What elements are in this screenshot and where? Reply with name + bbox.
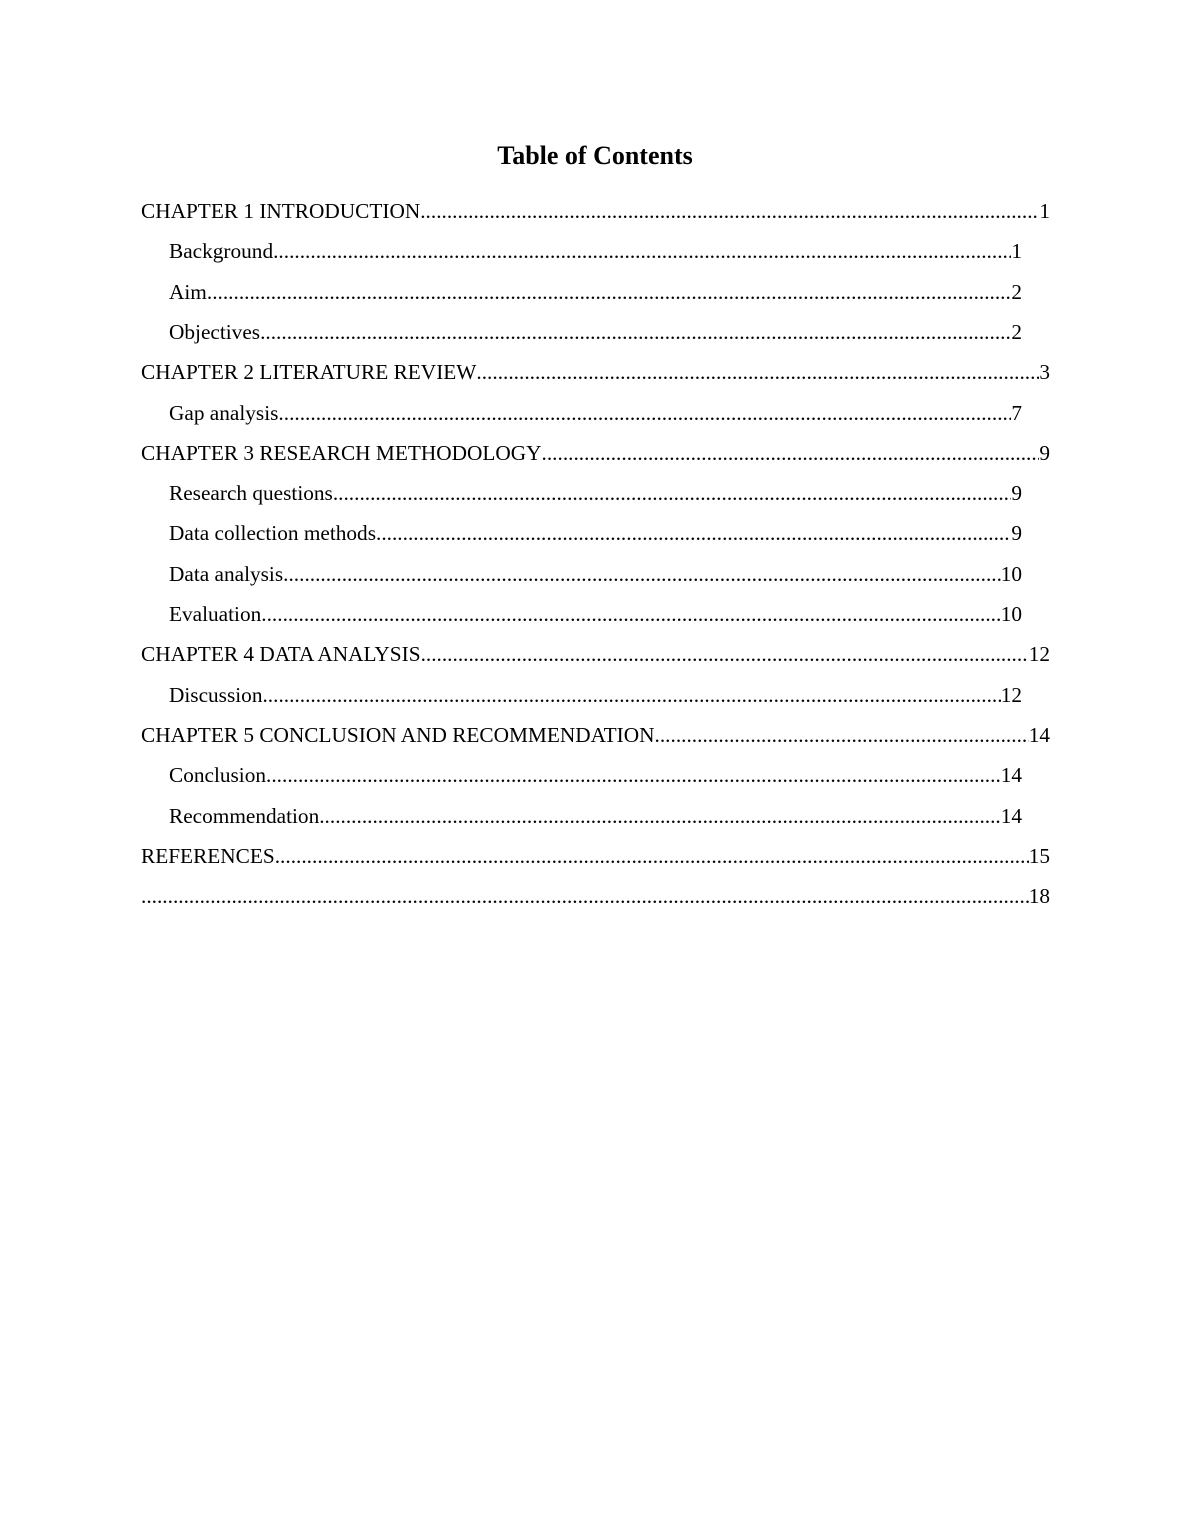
toc-dot-leader — [273, 236, 1011, 266]
toc-entry-gap-analysis[interactable] — [169, 398, 1022, 428]
toc-entry-label: Data analysis — [169, 561, 284, 586]
toc-dot-leader — [283, 559, 1001, 589]
toc-dot-leader — [266, 760, 1001, 790]
toc-dot-leader — [476, 357, 1039, 387]
toc-dot-leader — [260, 317, 1011, 347]
toc-entry-page-number: 9 — [1011, 481, 1022, 506]
toc-entry-discussion[interactable] — [169, 680, 1022, 710]
toc-entry-page-number: 2 — [1011, 279, 1022, 304]
toc-entry-page-number: 9 — [1011, 521, 1022, 546]
toc-entry-background[interactable] — [169, 236, 1022, 266]
toc-entry-page-number: 1 — [1039, 199, 1050, 223]
toc-entry-label: Research questions — [169, 481, 333, 506]
toc-dot-leader — [333, 478, 1012, 508]
toc-entry-page-number: 14 — [1028, 722, 1050, 747]
toc-entry-evaluation[interactable] — [169, 599, 1022, 629]
toc-entry-page-number: 18 — [1028, 884, 1050, 909]
toc-title: Table of Contents — [497, 141, 693, 170]
toc-entry-label: Evaluation — [169, 602, 262, 626]
toc-entry-label: Recommendation — [169, 803, 320, 828]
toc-entry-label: CHAPTER 2 LITERATURE REVIEW — [141, 360, 477, 385]
toc-entry-aim[interactable] — [169, 277, 1022, 307]
toc-entry-page-number: 14 — [1000, 763, 1022, 788]
toc-entry-label: REFERENCES — [141, 843, 275, 868]
toc-entry-label: Objectives — [169, 319, 261, 344]
toc-dot-leader — [207, 277, 1011, 307]
toc-dot-leader — [319, 801, 1000, 831]
toc-entry-page-number: 15 — [1028, 843, 1050, 868]
toc-dot-leader — [542, 438, 1040, 468]
toc-entry-label: Aim — [169, 279, 207, 304]
toc-entry-label: Background — [169, 239, 274, 264]
toc-entry-page-number: 14 — [1000, 803, 1022, 828]
toc-entry-label: CHAPTER 4 DATA ANALYSIS — [141, 642, 421, 667]
toc-entry-recommendation[interactable] — [169, 801, 1022, 831]
toc-dot-leader — [275, 841, 1029, 871]
toc-entry-label: Conclusion — [169, 763, 267, 788]
toc-entry-page-number: 9 — [1039, 440, 1050, 465]
toc-entry-page-number: 10 — [1000, 561, 1022, 586]
toc-entry-label: CHAPTER 1 INTRODUCTION — [141, 199, 421, 223]
toc-entry-conclusion[interactable] — [169, 760, 1022, 790]
toc-entry-research-questions[interactable] — [169, 478, 1022, 508]
toc-entry-data-analysis[interactable] — [169, 559, 1022, 589]
toc-entry-page-number: 12 — [1028, 642, 1050, 667]
toc-entry-references[interactable] — [141, 841, 1050, 871]
toc-entry-untitled[interactable] — [141, 881, 1050, 911]
toc-entry-label: CHAPTER 3 RESEARCH METHODOLOGY — [141, 440, 542, 465]
toc-entry-label: Data collection methods — [169, 521, 376, 546]
toc-dot-leader — [262, 680, 1000, 710]
toc-entry-page-number: 1 — [1011, 239, 1022, 264]
toc-entry-label: CHAPTER 5 CONCLUSION AND RECOMMENDATION — [141, 722, 655, 747]
toc-dot-leader — [141, 881, 1029, 911]
toc-entry-page-number: 7 — [1011, 400, 1022, 425]
toc-entry-chapter-2[interactable] — [141, 357, 1050, 387]
toc-entry-data-collection-methods[interactable] — [169, 518, 1022, 548]
toc-entry-page-number: 10 — [1000, 602, 1022, 626]
toc-entry-chapter-5[interactable] — [141, 720, 1050, 750]
toc-dot-leader — [261, 599, 1000, 629]
toc-dot-leader — [376, 518, 1011, 548]
toc-entry-page-number: 3 — [1039, 360, 1050, 385]
toc-dot-leader — [655, 720, 1029, 750]
toc-entry-label: Gap analysis — [169, 400, 279, 425]
toc-entry-page-number: 12 — [1000, 682, 1022, 707]
toc-entry-objectives[interactable] — [169, 317, 1022, 347]
toc-entry-page-number: 2 — [1011, 319, 1022, 344]
toc-entry-label: Discussion — [169, 682, 263, 707]
toc-entry-chapter-1[interactable] — [141, 196, 1050, 226]
toc-entry-chapter-3[interactable] — [141, 438, 1050, 468]
toc-dot-leader — [420, 196, 1039, 226]
toc-dot-leader — [421, 639, 1029, 669]
toc-entry-chapter-4[interactable] — [141, 639, 1050, 669]
toc-dot-leader — [278, 398, 1011, 428]
